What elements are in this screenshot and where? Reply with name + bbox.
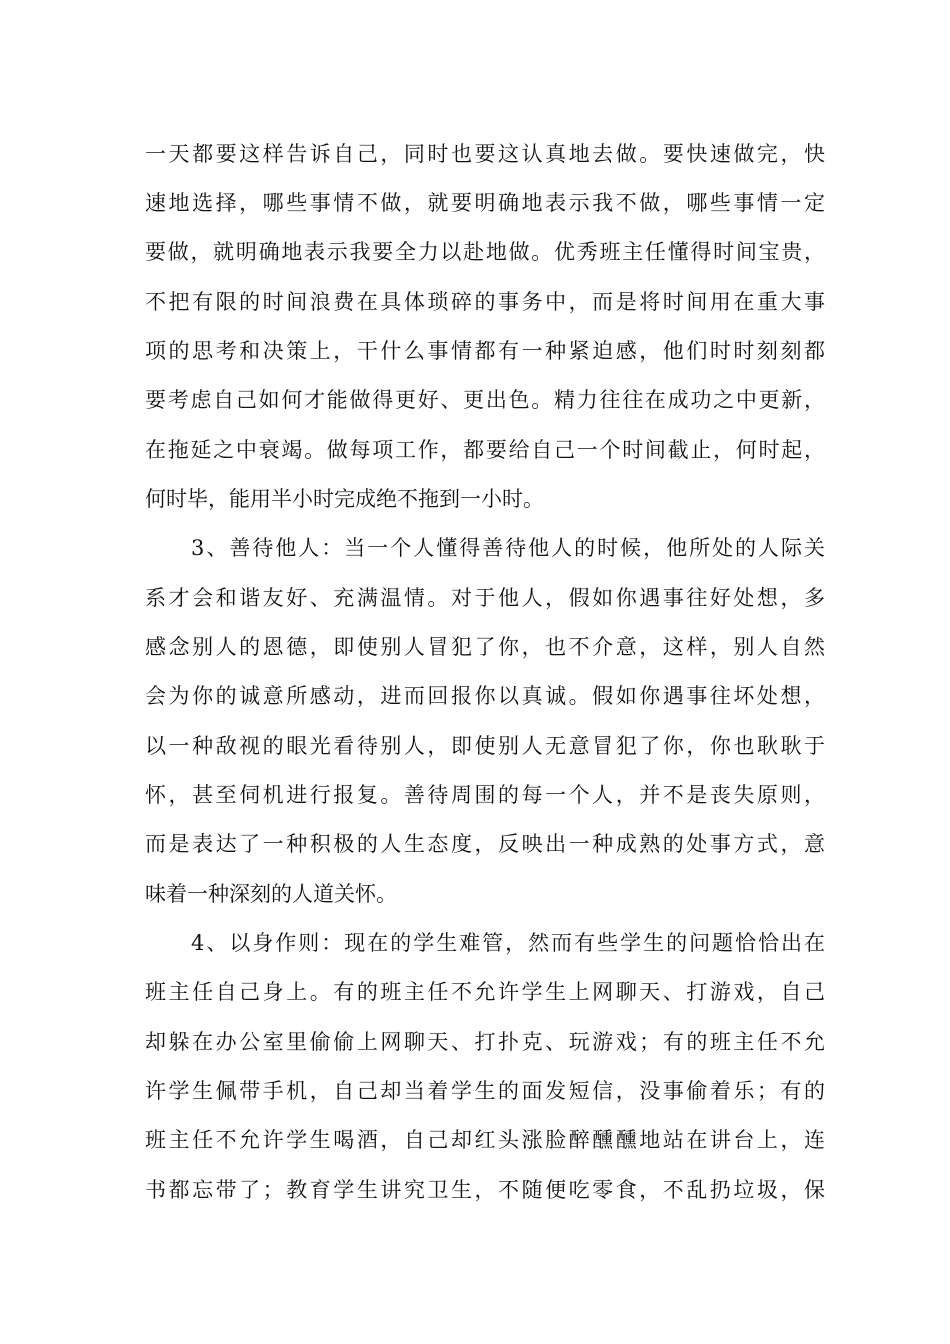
text-line: 要做，就明确地表示我要全力以赴地做。优秀班主任懂得时间宝贵， — [145, 240, 825, 264]
text-line: 以一种敌视的眼光看待别人，即使别人无意冒犯了你，你也耿耿于 — [145, 734, 825, 758]
text-line: 系才会和谐友好、充满温情。对于他人，假如你遇事往好处想，多 — [145, 586, 825, 610]
text-line: 何时毕，能用半小时完成绝不拖到一小时。 — [145, 487, 544, 511]
text-line: 在拖延之中衰竭。做每项工作，都要给自己一个时间截止，何时起， — [145, 438, 825, 462]
text-line: 许学生佩带手机，自己却当着学生的面发短信，没事偷着乐；有的 — [145, 1079, 825, 1103]
text-line: 速地选择，哪些事情不做，就要明确地表示我不做，哪些事情一定 — [145, 191, 825, 215]
paragraph-4-first-line: 4、以身作则：现在的学生难管，然而有些学生的问题恰恰出在 — [191, 931, 825, 955]
text-line: 而是表达了一种积极的人生态度，反映出一种成熟的处事方式，意 — [145, 832, 825, 856]
text-line: 会为你的诚意所感动，进而回报你以真诚。假如你遇事往坏处想， — [145, 684, 825, 708]
text-line: 却躲在办公室里偷偷上网聊天、打扑克、玩游戏；有的班主任不允 — [145, 1030, 825, 1054]
text-line: 项的思考和决策上，干什么事情都有一种紧迫感，他们时时刻刻都 — [145, 339, 825, 363]
text-line: 不把有限的时间浪费在具体琐碎的事务中，而是将时间用在重大事 — [145, 290, 825, 314]
text-line: 班主任不允许学生喝酒，自己却红头涨脸醉醺醺地站在讲台上，连 — [145, 1128, 825, 1152]
text-line: 班主任自己身上。有的班主任不允许学生上网聊天、打游戏，自己 — [145, 980, 825, 1004]
text-line: 要考虑自己如何才能做得更好、更出色。精力往往在成功之中更新， — [145, 388, 825, 412]
text-line: 感念别人的恩德，即使别人冒犯了你，也不介意，这样，别人自然 — [145, 635, 825, 659]
text-line: 怀，甚至伺机进行报复。善待周围的每一个人，并不是丧失原则， — [145, 783, 825, 807]
text-line: 味着一种深刻的人道关怀。 — [145, 882, 397, 906]
text-line: 一天都要这样告诉自己，同时也要这认真地去做。要快速做完，快 — [145, 142, 825, 166]
text-line: 书都忘带了；教育学生讲究卫生，不随便吃零食，不乱扔垃圾，保 — [145, 1178, 825, 1202]
paragraph-3-first-line: 3、善待他人：当一个人懂得善待他人的时候，他所处的人际关 — [191, 536, 825, 560]
